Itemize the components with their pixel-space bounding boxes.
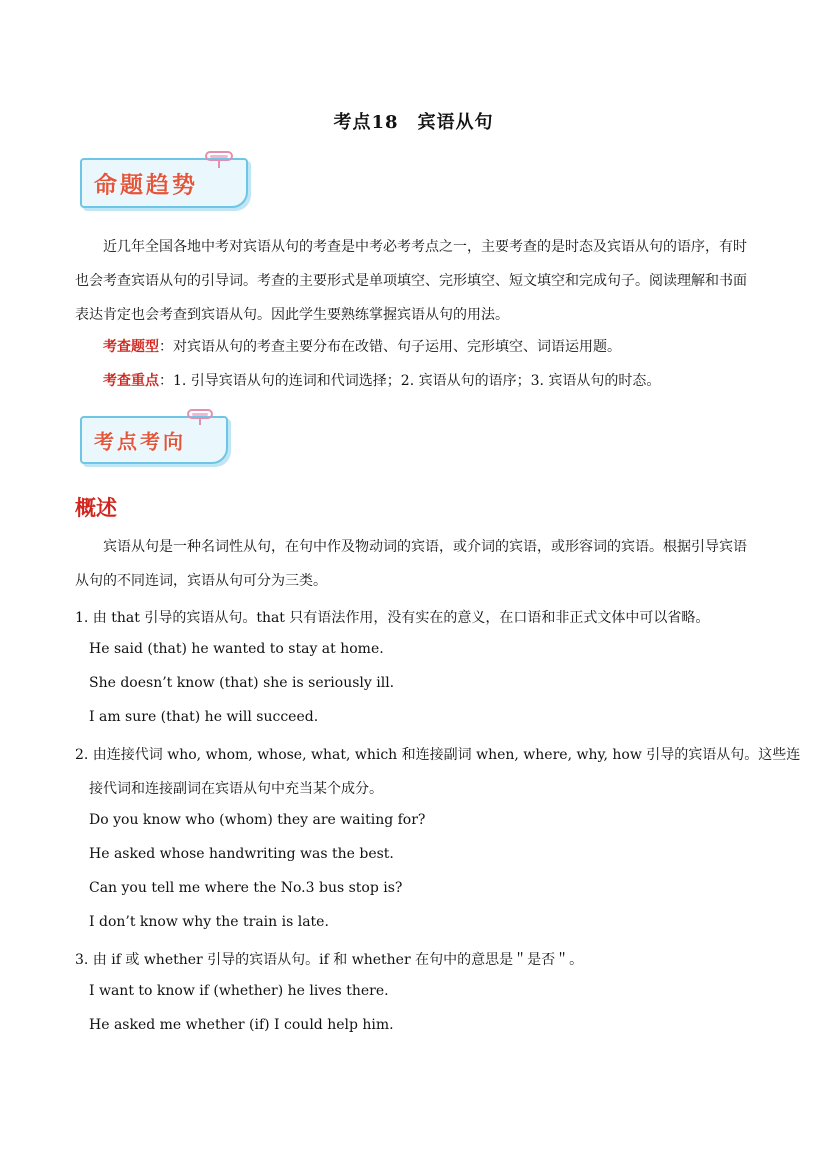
exam-focus-label: 考查重点 [103, 373, 159, 389]
item-1: 1. 由 that 引导的宾语从句。that 只有语法作用，没有实在的意义，在口语和非正式文体中可以省略。 [75, 610, 710, 626]
item-2-line-2: 接代词和连接副词在宾语从句中充当某个成分。 [89, 781, 383, 797]
example-2-2: He asked whose handwriting was the best. [89, 846, 394, 862]
example-3-2: He asked me whether (if) I could help him. [89, 1017, 394, 1033]
example-1-1: He said (that) he wanted to stay at home. [89, 641, 384, 657]
example-1-2: She doesn’t know (that) she is seriously ill. [89, 675, 395, 691]
example-3-1: I want to know if (whether) he lives there. [89, 983, 389, 999]
example-2-3: Can you tell me where the No.3 bus stop is? [89, 880, 403, 896]
direction-badge-label: 考点考向 [94, 429, 186, 454]
paper-clip-icon [186, 407, 214, 425]
overview-intro: 宾语从句是一种名词性从句，在句中作及物动词的宾语，或介词的宾语，或形容词的宾语。根据引导宾语从句的不同连词，宾语从句可分为三类。 [75, 539, 747, 589]
example-1-3: I am sure (that) he will succeed. [89, 709, 319, 725]
exam-type-text: ：对宾语从句的考查主要分布在改错、句子运用、完形填空、词语运用题。 [159, 339, 621, 355]
example-2-4: I don’t know why the train is late. [89, 914, 329, 930]
trend-badge-label: 命题趋势 [94, 172, 198, 199]
exam-type-label: 考查题型 [103, 339, 159, 355]
page-title: 考点18 宾语从句 [333, 112, 494, 133]
item-2-line-1: 2. 由连接代词 who, whom, whose, what, which 和连接副词 when, where, why, how 引导的宾语从句。这些连 [75, 747, 801, 763]
overview-heading: 概述 [75, 496, 117, 520]
exam-focus-text: ：1. 引导宾语从句的连词和代词选择；2. 宾语从句的语序；3. 宾语从句的时态。 [159, 373, 661, 389]
paper-clip-icon [204, 148, 234, 168]
intro-paragraph: 近几年全国各地中考对宾语从句的考查是中考必考考点之一，主要考查的是时态及宾语从句的语序，有时也会考查宾语从句的引导词。考查的主要形式是单项填空、完形填空、短文填空和完成句子。阅读理解和书面表达肯定也会考查到宾语从句。因此学生要熟练掌握宾语从句的用法。 [75, 239, 747, 323]
item-3: 3. 由 if 或 whether 引导的宾语从句。if 和 whether 在句中的意思是＂是否＂。 [75, 952, 584, 968]
exam-focus-line [103, 364, 763, 398]
exam-type-line [103, 330, 763, 364]
example-2-1: Do you know who (whom) they are waiting for? [89, 812, 426, 828]
